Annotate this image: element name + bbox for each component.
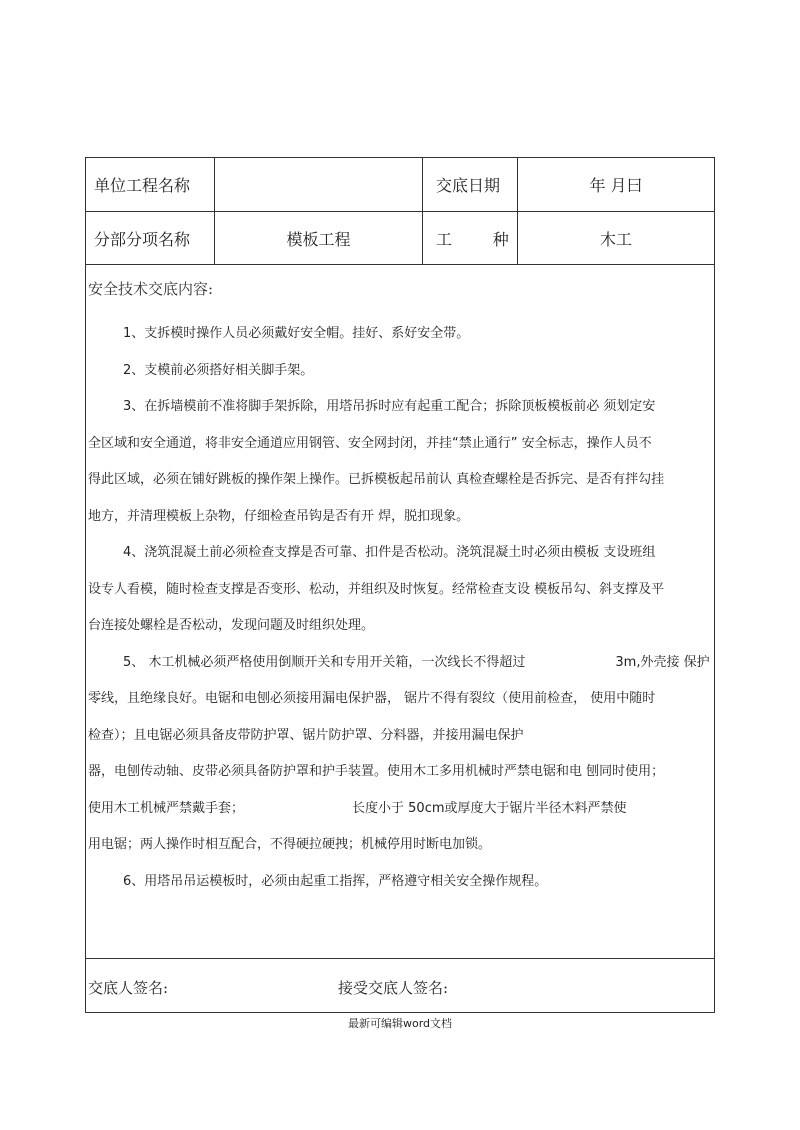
briefing-receiver-signature-label[interactable]: 接受交底人签名: — [338, 979, 449, 997]
briefing-date-label: 交底日期 — [436, 176, 501, 195]
briefing-giver-signature-label[interactable]: 交底人签名: — [88, 979, 169, 997]
unit-project-name-value[interactable] — [215, 158, 422, 211]
footer-note: 最新可编辑word文档 — [347, 1017, 453, 1030]
sub-item-name-label: 分部分项名称 — [94, 229, 191, 249]
content-line-part: 长度小于 50cm或厚度大于锯片半径木料严禁使 — [352, 800, 627, 816]
trade-value[interactable]: 木工 — [599, 229, 632, 249]
signature-row — [86, 960, 714, 1012]
content-line: 台连接处螺栓是否松动，发现问题及时组织处理。 — [88, 618, 375, 633]
content-line: 3、在拆墙模前不准将脚手架拆除，用塔吊拆时应有起重工配合；拆除顶板模板前必 须划定安 — [123, 399, 656, 414]
content-line: 器，电刨传动轴、皮带必须具备防护罩和护手装置。使用木工多用机械时严禁电锯和电 刨同时使用； — [88, 764, 665, 779]
sub-item-name-value[interactable]: 模板工程 — [286, 229, 351, 249]
content-line-part: 5、 木工机械必须严格使用倒顺开关和专用开关箱，一次线长不得超过 — [123, 654, 526, 670]
content-line: 检查）；且电锯必须具备皮带防护罩、锯片防护罩、分料器，并接用漏电保护 — [88, 727, 524, 743]
content-line — [88, 645, 712, 682]
content-line: 2、支模前必须搭好相关脚手架。 — [123, 362, 314, 378]
col-divider-2 — [422, 158, 423, 264]
content-line: 4、浇筑混凝土前必须检查支撑是否可靠、扣件是否松动。浇筑混凝土时必须由模板 支设班组 — [123, 545, 656, 560]
content-line: 零线，且绝缘良好。电锯和电刨必须接用漏电保护器， 锯片不得有裂纹（使用前检查， 使用中随时 — [88, 691, 656, 706]
content-line: 6、用塔吊吊运模板时，必须由起重工指挥，严格遵守相关安全操作规程。 — [123, 873, 548, 889]
content-line: 全区域和安全通道，将非安全通道应用钢管、安全网封闭，并挂“禁止通行” 安全标志，操作人员不 — [88, 435, 652, 451]
briefing-content — [86, 266, 714, 960]
content-line-part: 使用木工机械严禁戴手套； — [88, 800, 245, 816]
content-line: 设专人看模，随时检查支撑是否变形、松动，并组织及时恢复。经常检查支设 模板吊勾、斜支撑及平 — [88, 581, 665, 597]
unit-project-name-label: 单位工程名称 — [94, 176, 191, 195]
content-title: 安全技术交底内容: — [88, 280, 214, 298]
content-line-part: 3m,外壳接 保护 — [615, 654, 710, 670]
safety-briefing-form — [85, 157, 715, 1013]
content-line: 1、支拆模时操作人员必须戴好安全帽。挂好、系好安全带。 — [123, 326, 470, 341]
briefing-date-value[interactable]: 年 月曰 — [589, 176, 643, 195]
trade-label: 工 种 — [436, 229, 509, 249]
content-line: 得此区域，必须在铺好跳板的操作架上操作。已拆模板起吊前认 真检查螺栓是否拆完、是否有拌勾挂 — [88, 472, 665, 487]
content-body — [88, 316, 712, 900]
row-divider-2 — [86, 264, 714, 265]
content-line: 地方，并清理模板上杂物，仔细检查吊钩是否有开 焊，脱扣现象。 — [88, 508, 470, 524]
content-line: 用电锯；两人操作时相互配合，不得硬拉硬拽；机械停用时断电加锁。 — [88, 837, 492, 852]
content-line — [88, 791, 712, 828]
